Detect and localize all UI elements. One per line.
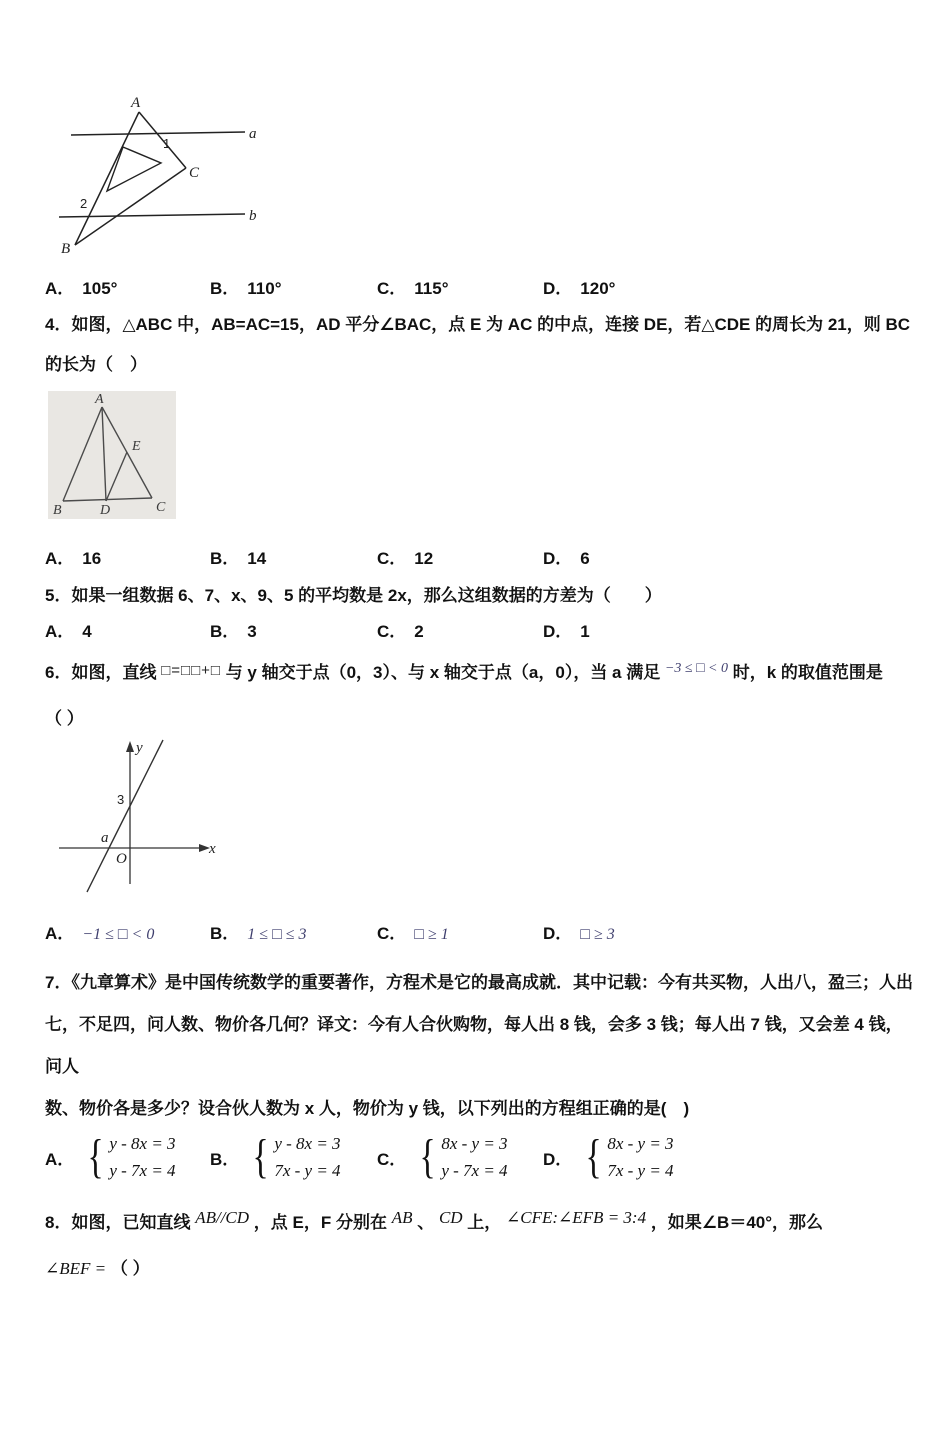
option-key: C．	[377, 1149, 407, 1169]
q5-option-d	[543, 617, 915, 642]
q6-mid: 与 y 轴交于点（0，3）、与 x 轴交于点（a，0），当 a 满足	[225, 663, 661, 682]
line-label-a: a	[249, 126, 257, 142]
q5-option-c	[377, 617, 543, 642]
point-label-C: C	[189, 165, 200, 181]
math-CD: CD	[438, 1208, 463, 1227]
option-key: D．	[543, 1149, 573, 1169]
option-formula: −1 ≤ □ < 0	[82, 926, 155, 943]
option-value: 1	[580, 622, 590, 641]
q3-figure	[53, 95, 915, 260]
q4-text	[45, 305, 915, 385]
q5-options	[45, 617, 915, 642]
option-value: 120°	[580, 279, 616, 298]
left-brace: {	[585, 1130, 602, 1183]
option-value: 3	[247, 622, 257, 641]
q6-text-line1	[45, 658, 915, 690]
angle-label-2: 2	[80, 196, 88, 211]
option-value: 4	[82, 622, 92, 641]
q8-sep1: 、	[417, 1213, 435, 1232]
option-key: D．	[543, 622, 573, 641]
equation-bottom: 7x - y = 4	[274, 1161, 341, 1180]
option-key: D．	[543, 924, 573, 943]
q4-options	[45, 544, 915, 569]
option-key: D．	[543, 549, 573, 568]
q7-options	[45, 1130, 915, 1184]
q8-line2-rest: （ ）	[110, 1259, 150, 1278]
option-key: C．	[377, 924, 407, 943]
point-label-D: D	[100, 503, 111, 518]
q7-option-a	[45, 1130, 210, 1184]
q5-option-a	[45, 617, 210, 642]
a-range-formula: −3 ≤ □ < 0	[664, 661, 729, 676]
q3-options	[45, 274, 915, 299]
option-key: C．	[377, 279, 407, 298]
q7-line1: 7．《九章算术》是中国传统数学的重要著作，方程术是它的最高成就．其中记载：今有共买物，人出八，盈三；人出	[45, 973, 913, 992]
q7-option-c	[377, 1130, 543, 1184]
line-equation-placeholder: □=□□+□	[161, 662, 221, 679]
q3-option-d	[543, 274, 915, 299]
axis-label-x: x	[209, 841, 216, 857]
edge-AB	[75, 112, 139, 245]
equation-system	[249, 1130, 340, 1184]
point-label-A: A	[131, 95, 141, 111]
option-key: A．	[45, 622, 75, 641]
q8-pre: 8．如图，已知直线	[45, 1213, 191, 1232]
q3-option-a	[45, 274, 210, 299]
option-value: 115°	[414, 279, 449, 298]
q6-option-c	[377, 919, 543, 944]
q7-option-d	[543, 1130, 915, 1184]
y-intercept-label-3: 3	[117, 792, 125, 807]
y-axis-arrow	[126, 741, 134, 752]
point-label-A: A	[95, 392, 104, 407]
q4-option-d	[543, 544, 915, 569]
option-value: 2	[414, 622, 424, 641]
equation-bottom: y - 7x = 4	[441, 1161, 508, 1180]
angle-label-1: 1	[163, 136, 171, 151]
math-angle-BEF: ∠BEF =	[45, 1259, 107, 1278]
equation-system	[84, 1130, 175, 1184]
option-key: B．	[210, 622, 240, 641]
option-key: B．	[210, 924, 240, 943]
q3-option-b	[210, 274, 377, 299]
axis-label-y: y	[136, 740, 143, 756]
q4-line2: 的长为（ ）	[45, 355, 147, 374]
left-brace: {	[419, 1130, 436, 1183]
point-label-B: B	[53, 503, 62, 518]
q8-mid3: ，如果∠B＝40°，那么	[650, 1213, 824, 1232]
equation-system	[416, 1130, 507, 1184]
option-key: A．	[45, 924, 75, 943]
q5-text: 5．如果一组数据 6、7、x、9、5 的平均数是 2x，那么这组数据的方差为（ ）	[45, 586, 662, 605]
option-key: C．	[377, 622, 407, 641]
equation-system	[582, 1130, 673, 1184]
equation-top: 8x - y = 3	[607, 1134, 674, 1153]
q3-figure-svg	[53, 95, 263, 255]
equation-top: y - 8x = 3	[274, 1134, 341, 1153]
option-key: C．	[377, 549, 407, 568]
option-value: 14	[247, 549, 267, 568]
parallel-line-b	[59, 214, 245, 217]
q6-option-a	[45, 919, 210, 944]
equation-bottom: 7x - y = 4	[607, 1161, 674, 1180]
exam-page	[0, 95, 950, 1284]
option-formula: 1 ≤ □ ≤ 3	[247, 926, 307, 943]
origin-label-O: O	[116, 851, 127, 867]
q4-option-c	[377, 544, 543, 569]
math-angle-ratio: ∠CFE:∠EFB = 3:4	[506, 1208, 647, 1227]
option-key: B．	[210, 1149, 240, 1169]
q6-options	[45, 919, 915, 944]
q7-text	[45, 962, 915, 1130]
q7-line3: 数、物价各是多少？设合伙人数为 x 人，物价为 y 钱，以下列出的方程组正确的是( )	[45, 1099, 690, 1118]
option-key: D．	[543, 279, 573, 298]
math-AB: AB	[391, 1208, 413, 1227]
equation-top: y - 8x = 3	[109, 1134, 176, 1153]
q7-line2: 七，不足四，问人数、物价各几何？译文：今有人合伙购物，每人出 8 钱，会多 3 钱；每人出 7 钱，又会差 4 钱，问人	[45, 1015, 903, 1076]
q8-text-line1	[45, 1208, 915, 1238]
q6-pre: 6．如图，直线	[45, 663, 157, 682]
option-key: B．	[210, 549, 240, 568]
q4-figure	[48, 391, 915, 524]
option-key: A．	[45, 1149, 75, 1169]
option-formula: □ ≥ 1	[414, 926, 449, 943]
inner-triangle	[107, 147, 161, 191]
option-formula: □ ≥ 3	[580, 926, 615, 943]
option-value: 110°	[247, 279, 282, 298]
option-value: 6	[580, 549, 590, 568]
q6-text-line2: （ ）	[45, 709, 84, 728]
q6-figure-svg	[45, 736, 220, 904]
option-key: A．	[45, 279, 75, 298]
x-intercept-label-a: a	[101, 830, 109, 846]
q7-option-b	[210, 1130, 377, 1184]
line-label-b: b	[249, 208, 257, 224]
math-AB-parallel-CD: AB//CD	[195, 1208, 250, 1227]
left-brace: {	[252, 1130, 269, 1183]
q5-option-b	[210, 617, 377, 642]
q4-figure-svg	[48, 391, 176, 519]
point-label-C: C	[156, 500, 166, 515]
point-label-B: B	[61, 241, 71, 255]
option-value: 105°	[82, 279, 118, 298]
q6-figure	[45, 736, 915, 909]
q8-text-line2	[45, 1254, 915, 1284]
q4-option-a	[45, 544, 210, 569]
q4-option-b	[210, 544, 377, 569]
point-label-E: E	[132, 439, 141, 454]
left-brace: {	[87, 1130, 104, 1183]
option-key: B．	[210, 279, 240, 298]
option-key: A．	[45, 549, 75, 568]
q6-option-d	[543, 919, 915, 944]
q4-line1: 4．如图，△ABC 中，AB=AC=15，AD 平分∠BAC，点 E 为 AC 的中点，连接 DE，若△CDE 的周长为 21，则 BC	[45, 315, 911, 334]
q6-post: 时，k 的取值范围是	[732, 663, 883, 682]
line-graph	[87, 740, 163, 892]
q6-option-b	[210, 919, 377, 944]
q8-mid2: 上，	[467, 1213, 502, 1232]
q3-option-c	[377, 274, 543, 299]
q8-mid1: ，点 E，F 分别在	[253, 1213, 387, 1232]
option-value: 16	[82, 549, 102, 568]
option-value: 12	[414, 549, 434, 568]
equation-bottom: y - 7x = 4	[109, 1161, 176, 1180]
equation-top: 8x - y = 3	[441, 1134, 508, 1153]
